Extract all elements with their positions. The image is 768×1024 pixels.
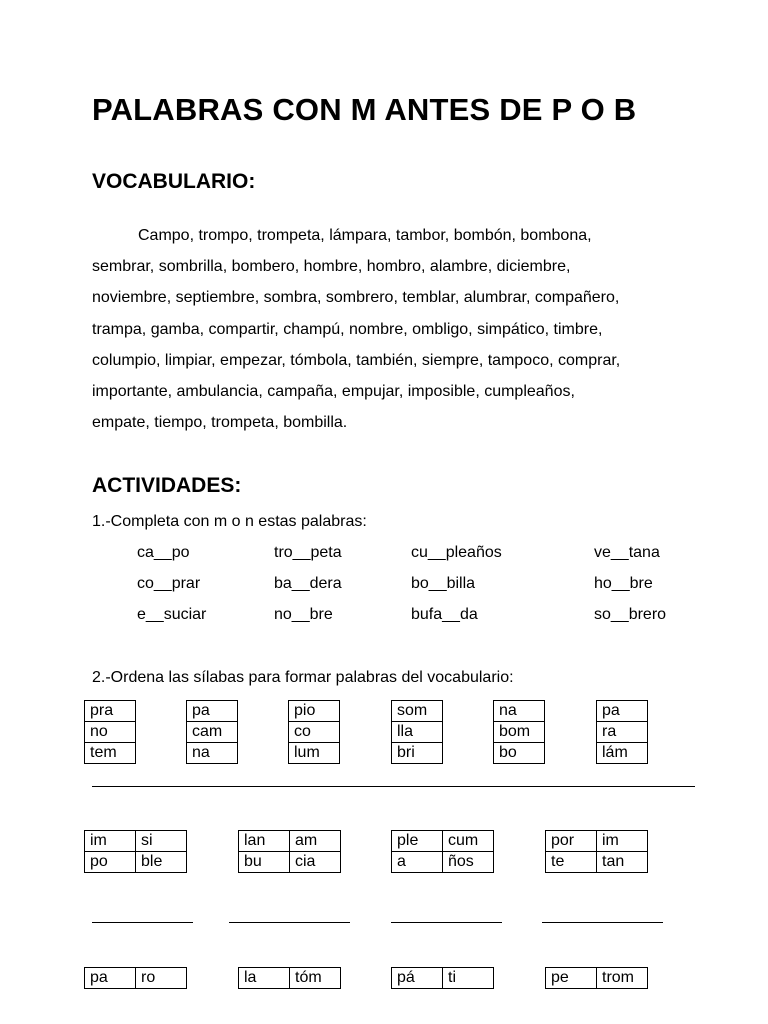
syllable-cell: pa: [187, 701, 238, 722]
syllable-cell: lla: [392, 722, 443, 743]
syllable-cell: cia: [290, 852, 341, 873]
syllable-cell: pá: [392, 968, 443, 989]
syllable-cell: im: [597, 831, 648, 852]
answer-blank[interactable]: [542, 922, 663, 923]
syllable-cell: la: [239, 968, 290, 989]
syllable-cell: cum: [443, 831, 494, 852]
syllable-cell: si: [136, 831, 187, 852]
syllable-cell: ple: [392, 831, 443, 852]
fill-in-word: e__suciar: [137, 606, 207, 623]
syllable-table: [391, 830, 494, 873]
exercise-1-instruction: 1.-Completa con m o n estas palabras:: [92, 513, 367, 530]
syllable-table: [391, 700, 443, 764]
vocabulary-paragraph: [92, 220, 702, 438]
vocabulary-line: columpio, limpiar, empezar, tómbola, también, siempre, tampoco, comprar,: [92, 351, 621, 369]
vocabulary-line: importante, ambulancia, campaña, empujar, imposible, cumpleaños,: [92, 382, 575, 400]
answer-line: [92, 786, 695, 787]
syllable-table: [84, 967, 187, 989]
fill-in-word: tro__peta: [274, 544, 342, 561]
vocabulary-line: empate, tiempo, trompeta, bombilla.: [92, 414, 348, 432]
syllable-cell: bri: [392, 743, 443, 764]
syllable-table: [545, 967, 648, 989]
syllable-cell: no: [85, 722, 136, 743]
fill-in-word: ba__dera: [274, 575, 342, 592]
syllable-cell: co: [289, 722, 340, 743]
syllable-table: [288, 700, 340, 764]
syllable-table: [391, 967, 494, 989]
syllable-cell: pa: [597, 701, 648, 722]
answer-blank[interactable]: [391, 922, 502, 923]
syllable-cell: lan: [239, 831, 290, 852]
syllable-cell: cam: [187, 722, 238, 743]
syllable-cell: tem: [85, 743, 136, 764]
syllable-cell: pe: [546, 968, 597, 989]
fill-in-word: bufa__da: [411, 606, 478, 623]
syllable-cell: a: [392, 852, 443, 873]
fill-in-word: ve__tana: [594, 544, 660, 561]
answer-blank[interactable]: [229, 922, 350, 923]
syllable-cell: tóm: [290, 968, 341, 989]
syllable-cell: lám: [597, 743, 648, 764]
syllable-cell: po: [85, 852, 136, 873]
syllable-table: [493, 700, 545, 764]
syllable-table: [84, 700, 136, 764]
syllable-cell: bu: [239, 852, 290, 873]
activities-heading: ACTIVIDADES:: [92, 474, 242, 497]
exercise-2-instruction: 2.-Ordena las sílabas para formar palabras del vocabulario:: [92, 669, 514, 686]
syllable-table: [84, 830, 187, 873]
fill-in-word: ho__bre: [594, 575, 653, 592]
answer-blank[interactable]: [92, 922, 193, 923]
syllable-cell: na: [494, 701, 545, 722]
vocabulary-line: trampa, gamba, compartir, champú, nombre, ombligo, simpático, timbre,: [92, 320, 603, 338]
syllable-cell: na: [187, 743, 238, 764]
fill-in-word: cu__pleaños: [411, 544, 502, 561]
syllable-table: [238, 830, 341, 873]
syllable-cell: ti: [443, 968, 494, 989]
syllable-cell: bo: [494, 743, 545, 764]
syllable-cell: ble: [136, 852, 187, 873]
vocabulary-line: sembrar, sombrilla, bombero, hombre, hombro, alambre, diciembre,: [92, 258, 571, 276]
syllable-cell: por: [546, 831, 597, 852]
syllable-cell: tan: [597, 852, 648, 873]
syllable-cell: te: [546, 852, 597, 873]
syllable-cell: am: [290, 831, 341, 852]
syllable-table: [545, 830, 648, 873]
fill-in-word: ca__po: [137, 544, 190, 561]
syllable-table: [186, 700, 238, 764]
syllable-cell: trom: [597, 968, 648, 989]
fill-in-word: no__bre: [274, 606, 333, 623]
syllable-cell: bom: [494, 722, 545, 743]
syllable-cell: ra: [597, 722, 648, 743]
vocabulary-heading: VOCABULARIO:: [92, 170, 256, 193]
syllable-cell: im: [85, 831, 136, 852]
syllable-table: [238, 967, 341, 989]
syllable-cell: ro: [136, 968, 187, 989]
syllable-cell: pra: [85, 701, 136, 722]
page-title: PALABRAS CON M ANTES DE P O B: [92, 92, 637, 127]
syllable-cell: pio: [289, 701, 340, 722]
vocabulary-line: noviembre, septiembre, sombra, sombrero, temblar, alumbrar, compañero,: [92, 289, 620, 307]
vocabulary-line: Campo, trompo, trompeta, lámpara, tambor, bombón, bombona,: [138, 227, 592, 244]
syllable-cell: lum: [289, 743, 340, 764]
fill-in-word: bo__billa: [411, 575, 476, 592]
fill-in-word: co__prar: [137, 575, 201, 592]
syllable-table: [596, 700, 648, 764]
syllable-cell: ños: [443, 852, 494, 873]
fill-in-word: so__brero: [594, 606, 667, 623]
syllable-cell: som: [392, 701, 443, 722]
syllable-cell: pa: [85, 968, 136, 989]
